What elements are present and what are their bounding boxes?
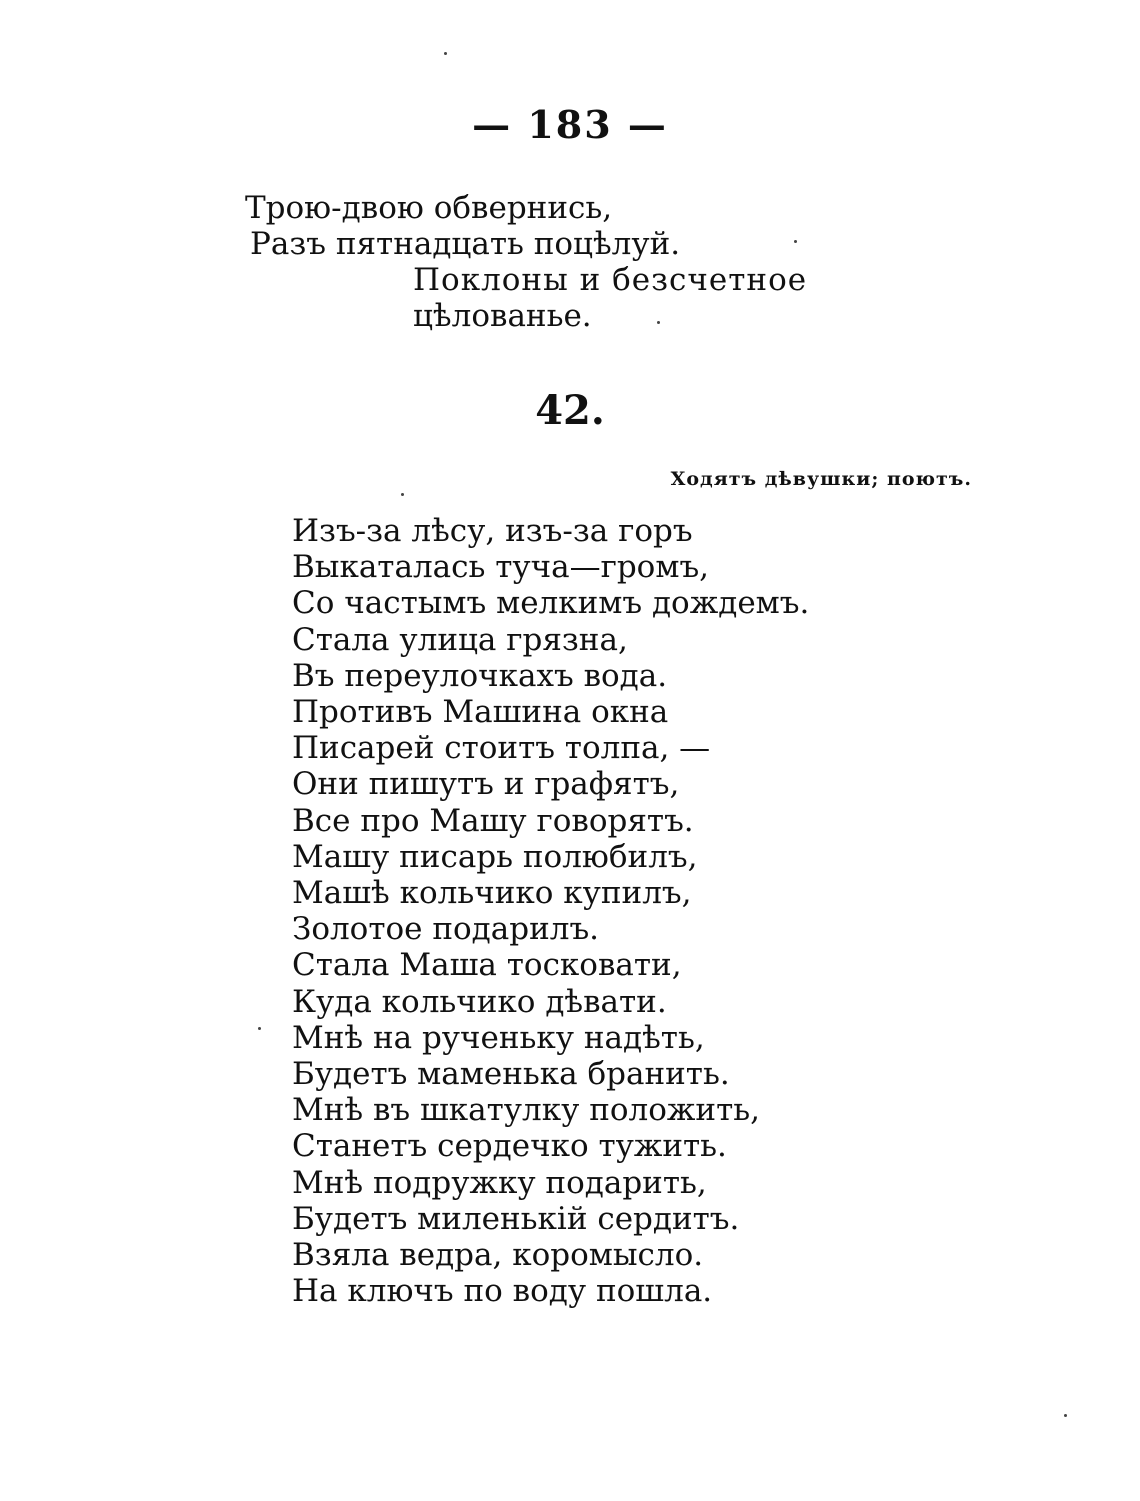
poem-line: Мнѣ на рученьку надѣть, — [292, 1019, 705, 1056]
song-number: 42. — [535, 387, 605, 434]
top-stanza-line: цѣлованье. — [413, 298, 592, 334]
scan-speck — [794, 240, 797, 243]
poem-line: Противъ Машина окна — [292, 694, 669, 731]
poem-line: Куда кольчико дѣвати. — [292, 983, 667, 1020]
poem-line: Машу писарь полюбилъ, — [292, 838, 698, 875]
top-stanza-line: Трою-двою обвернись, — [245, 190, 613, 226]
stage-direction: Ходятъ дѣвушки; поютъ. — [670, 468, 972, 490]
poem-line: Все про Машу говорятъ. — [292, 802, 694, 839]
poem-line: Со частымъ мелкимъ дождемъ. — [292, 585, 810, 622]
poem-line: Будетъ миленькій сердитъ. — [292, 1200, 740, 1237]
poem-line: Изъ-за лѣсу, изъ-за горъ — [292, 513, 693, 549]
poem-line: Они пишутъ и графятъ, — [292, 766, 680, 803]
poem-line: Стала Маша тосковати, — [292, 947, 682, 984]
page-number: — 183 — — [472, 102, 668, 147]
poem-line: Выкаталась туча—громъ, — [292, 549, 710, 586]
poem-line: Мнѣ въ шкатулку положить, — [292, 1092, 760, 1129]
top-stanza — [245, 190, 945, 334]
poem-line: Станетъ сердечко тужить. — [292, 1128, 727, 1165]
poem-line: Взяла ведра, коромысло. — [292, 1237, 704, 1274]
scan-speck — [401, 493, 404, 496]
poem — [292, 513, 992, 1309]
scan-speck — [1064, 1414, 1067, 1417]
poem-line: На ключъ по воду пошла. — [292, 1273, 713, 1310]
poem-line: Мнѣ подружку подарить, — [292, 1164, 707, 1201]
scan-speck — [444, 52, 447, 55]
poem-line: Машѣ кольчико купилъ, — [292, 875, 692, 912]
top-stanza-line: Поклоны и безсчетное — [413, 262, 808, 298]
poem-line: Золотое подарилъ. — [292, 911, 600, 948]
poem-line: Стала улица грязна, — [292, 621, 628, 658]
poem-line: Будетъ маменька бранить. — [292, 1056, 730, 1093]
scan-speck — [258, 1027, 261, 1030]
poem-line: Въ переулочкахъ вода. — [292, 657, 668, 694]
poem-line: Писарей стоитъ толпа, — — [292, 730, 711, 767]
top-stanza-line: Разъ пятнадцать поцѣлуй. — [250, 226, 681, 262]
scan-speck — [657, 321, 660, 324]
